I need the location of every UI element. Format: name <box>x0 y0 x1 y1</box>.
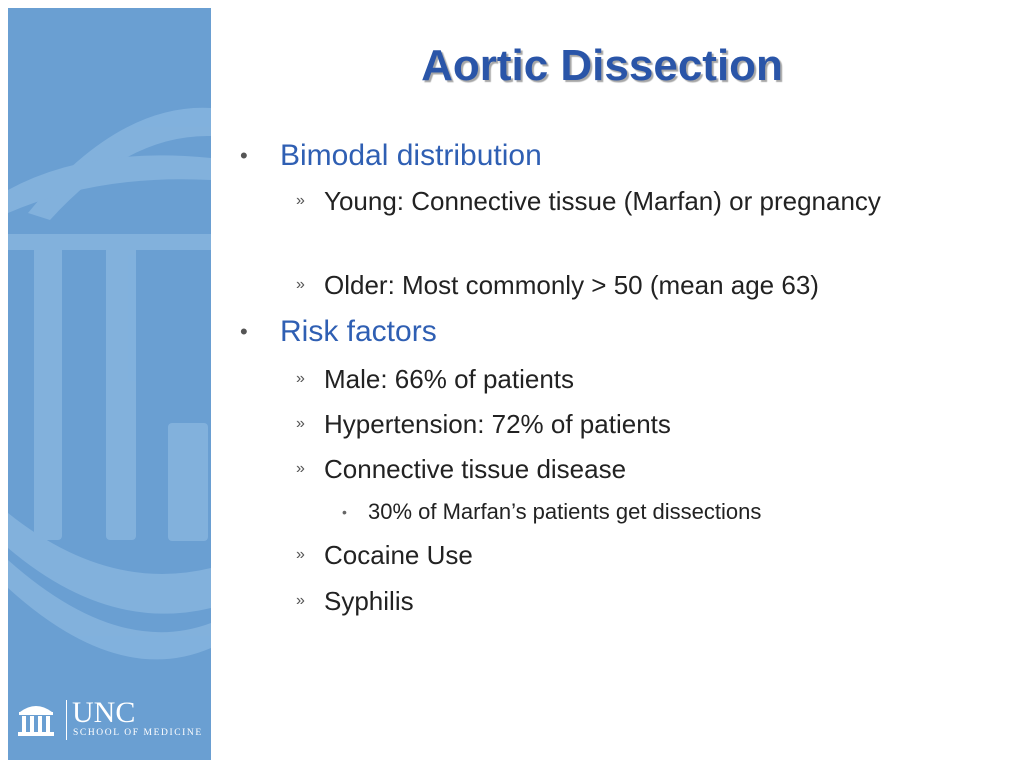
bullet-chevron-icon: » <box>296 370 305 387</box>
bullet-item-text: Syphilis <box>324 586 414 616</box>
bullet-chevron-icon: » <box>296 415 305 432</box>
bullet-dot-icon: • <box>342 504 347 520</box>
bullet-dot-icon: • <box>240 143 248 168</box>
bullet-item-text: Older: Most commonly > 50 (mean age 63) <box>324 270 819 300</box>
bullet-item-text: Connective tissue disease <box>324 454 627 484</box>
sidebar-panel <box>8 8 211 760</box>
bullet-chevron-icon: » <box>296 546 305 563</box>
bullet-item-text: Young: Connective tissue (Marfan) or pregnancy <box>324 186 881 216</box>
old-well-watermark-icon <box>8 8 211 760</box>
bullet-subitem-text: 30% of Marfan’s patients get dissections <box>368 499 762 524</box>
bullet-item-text: Cocaine Use <box>324 540 473 570</box>
slide-title: Aortic Dissection <box>421 41 783 90</box>
bullet-chevron-icon: » <box>296 276 305 293</box>
unc-logo <box>12 688 208 748</box>
bullet-heading-text: Bimodal distribution <box>280 139 542 172</box>
bullet-chevron-icon: » <box>296 192 305 209</box>
logo-subtitle: SCHOOL OF MEDICINE <box>73 728 203 738</box>
bullet-chevron-icon: » <box>296 592 305 609</box>
bullet-item-text: Hypertension: 72% of patients <box>324 409 671 439</box>
logo-divider <box>66 700 67 740</box>
old-well-logo-icon <box>16 698 56 738</box>
bullet-dot-icon: • <box>240 319 248 344</box>
bullet-item-text: Male: 66% of patients <box>324 364 575 394</box>
logo-name: UNC <box>72 696 136 729</box>
bullet-chevron-icon: » <box>296 460 305 477</box>
bullet-heading-text: Risk factors <box>280 315 437 348</box>
